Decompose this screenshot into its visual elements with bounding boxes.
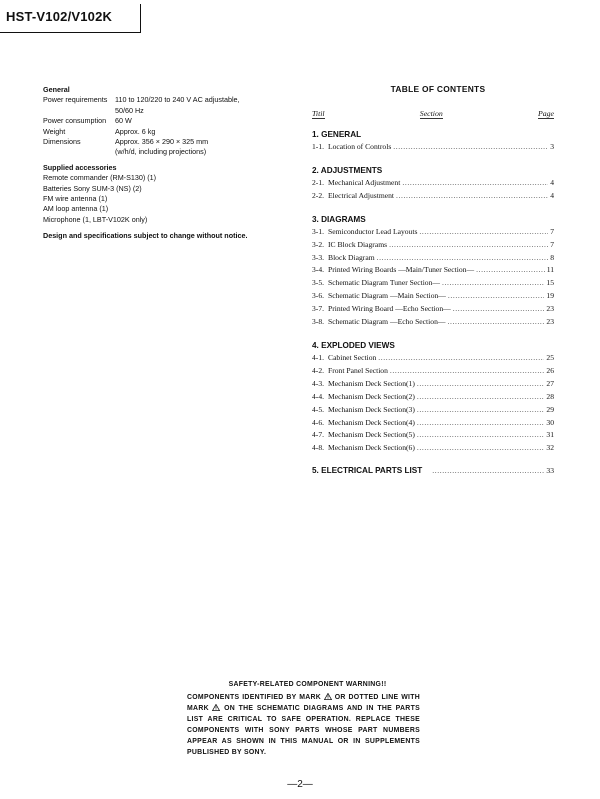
toc-section-title: 4. EXPLODED VIEWS — [312, 340, 395, 350]
toc-entry-page: 23 — [546, 304, 554, 314]
table-of-contents — [312, 84, 554, 475]
toc-entry-text: Printed Wiring Boards —Main/Tuner Section— — [328, 265, 475, 275]
toc-leader-dots — [396, 190, 548, 203]
toc-leader-dots — [417, 417, 545, 430]
spec-value: Approx. 356 × 290 × 325 mm — [115, 137, 209, 147]
toc-entry-page: 4 — [550, 177, 554, 187]
toc-entry-number: 3-1. — [312, 226, 325, 236]
specifications — [43, 85, 293, 242]
toc-column-headers — [312, 109, 554, 119]
safety-warning-title: SAFETY-RELATED COMPONENT WARNING!! — [228, 681, 387, 688]
toc-entry-page: 7 — [550, 226, 554, 236]
toc-entry-number: 4-1. — [312, 352, 325, 362]
toc-entry-page: 8 — [550, 252, 554, 262]
toc-entry-number: 3-6. — [312, 291, 325, 301]
toc-entry-text: Electrical Adjustment — [328, 190, 395, 200]
toc-entry[interactable] — [312, 277, 554, 290]
toc-entry[interactable] — [312, 378, 554, 391]
toc-entry-number: 3-2. — [312, 239, 325, 249]
toc-entry-page: 15 — [546, 278, 554, 288]
toc-leader-dots — [442, 277, 544, 290]
toc-title: TABLE OF CONTENTS — [390, 84, 486, 94]
toc-entry[interactable] — [312, 404, 554, 417]
spec-value: 110 to 120/220 to 240 V AC adjustable, — [115, 95, 240, 105]
toc-entry-page: 32 — [546, 443, 554, 453]
toc-entry-text: Mechanism Deck Section(4) — [328, 417, 415, 427]
toc-entry-text: Schematic Diagram —Echo Section— — [328, 317, 446, 327]
toc-entry-page: 11 — [546, 265, 554, 275]
toc-entry-text: Mechanism Deck Section(2) — [328, 391, 415, 401]
toc-entry-page: 30 — [546, 417, 554, 427]
toc-col-section: Section — [419, 109, 443, 118]
toc-entry-page: 25 — [546, 352, 554, 362]
toc-leader-dots — [393, 141, 548, 154]
toc-entry-page: 28 — [546, 391, 554, 401]
page-number: —2— — [287, 779, 313, 790]
toc-final-section-title: 5. ELECTRICAL PARTS LIST — [312, 466, 423, 476]
toc-entry[interactable] — [312, 264, 554, 277]
toc-entry-text: Schematic Diagram —Main Section— — [328, 291, 446, 301]
spec-value: Approx. 6 kg — [115, 126, 156, 136]
toc-leader-dots — [419, 226, 548, 239]
warning-triangle-icon — [324, 693, 332, 700]
safety-warning-body — [187, 692, 420, 758]
toc-entry-page: 31 — [546, 430, 554, 440]
spec-label: Power consumption — [43, 116, 107, 126]
spec-row — [43, 95, 293, 105]
accessory-item: Microphone (1, LBT-V102K only) — [43, 214, 148, 224]
warning-triangle-icon — [212, 704, 220, 711]
safety-text-1: COMPONENTS IDENTIFIED BY MARK — [187, 694, 322, 701]
toc-leader-dots — [402, 177, 548, 190]
toc-leader-dots — [448, 290, 545, 303]
toc-entry-page: 27 — [546, 378, 554, 388]
toc-col-page: Page — [537, 109, 554, 118]
spec-label: Weight — [43, 126, 66, 136]
spec-label — [43, 106, 115, 116]
toc-entry-page: 4 — [550, 190, 554, 200]
safety-text-2: OR DOTTED LINE WITH MARK — [187, 694, 421, 712]
toc-entry-number: 2-1. — [312, 177, 325, 187]
toc-entry-number: 2-2. — [312, 190, 325, 200]
toc-entry[interactable] — [312, 190, 554, 203]
toc-entry[interactable] — [312, 226, 554, 239]
toc-entry-text: Mechanism Deck Section(3) — [328, 404, 415, 414]
toc-entry[interactable] — [312, 442, 554, 455]
spec-row — [43, 137, 293, 147]
toc-entry-text: Mechanism Deck Section(1) — [328, 378, 415, 388]
toc-entry[interactable] — [312, 303, 554, 316]
toc-entry[interactable] — [312, 141, 554, 154]
toc-entry-page: 3 — [550, 142, 554, 151]
dimensions-note: (w/h/d, including projections) — [115, 147, 207, 157]
toc-entry-number: 4-8. — [312, 443, 325, 453]
toc-entry-page: 19 — [546, 291, 554, 301]
safety-warning — [187, 679, 420, 758]
spec-row — [43, 106, 293, 116]
toc-entry-text: Semiconductor Lead Layouts — [328, 226, 418, 236]
toc-entry-number: 4-7. — [312, 430, 325, 440]
toc-leader-dots — [417, 404, 545, 417]
general-heading: General — [43, 85, 70, 94]
spec-label: Power requirements — [43, 95, 108, 105]
toc-entry[interactable] — [312, 177, 554, 190]
toc-entry-text: Location of Controls — [328, 142, 392, 151]
accessory-item: FM wire antenna (1) — [43, 194, 108, 204]
toc-section-title: 3. DIAGRAMS — [312, 214, 366, 224]
toc-entry-number: 4-5. — [312, 404, 325, 414]
toc-entry[interactable] — [312, 252, 554, 265]
spec-value: 50/60 Hz — [115, 105, 144, 115]
header-divider-vertical — [140, 4, 141, 32]
toc-section-title: 1. GENERAL — [312, 130, 362, 139]
toc-entry[interactable] — [312, 290, 554, 303]
toc-leader-dots — [447, 316, 544, 329]
toc-leader-dots — [453, 303, 545, 316]
model-title: HST-V102/V102K — [6, 9, 113, 24]
toc-entry-number: 4-4. — [312, 391, 325, 401]
toc-entry[interactable] — [312, 365, 554, 378]
toc-entry[interactable] — [312, 239, 554, 252]
spec-row — [43, 116, 293, 126]
toc-leader-dots — [390, 365, 545, 378]
header-divider-horizontal — [0, 32, 141, 33]
toc-leader-dots — [417, 391, 545, 404]
spec-row — [43, 127, 293, 137]
toc-final-section-page: 33 — [546, 466, 554, 476]
toc-entry-number: 3-4. — [312, 265, 325, 275]
toc-final-section[interactable] — [312, 466, 554, 475]
toc-entry-text: Schematic Diagram Tuner Section— — [328, 278, 440, 288]
toc-entry-text: Printed Wiring Board —Echo Section— — [328, 304, 451, 314]
toc-entry-number: 4-3. — [312, 378, 325, 388]
accessory-item: Batteries Sony SUM-3 (NS) (2) — [43, 183, 142, 193]
toc-leader-dots — [417, 429, 545, 442]
toc-entry-page: 29 — [546, 404, 554, 414]
toc-entry-number: 4-2. — [312, 365, 325, 375]
toc-entry-page: 23 — [546, 317, 554, 327]
toc-entry-text: Cabinet Section — [328, 352, 377, 362]
toc-entry-number: 3-7. — [312, 304, 325, 314]
toc-entry-number: 1-1. — [312, 142, 325, 151]
toc-leader-dots — [378, 352, 544, 365]
toc-entry-page: 26 — [546, 365, 554, 375]
toc-entry-text: IC Block Diagrams — [328, 239, 388, 249]
accessory-item: AM loop antenna (1) — [43, 204, 109, 214]
toc-entry-text: Mechanical Adjustment — [328, 177, 401, 187]
toc-entry-number: 3-5. — [312, 278, 325, 288]
toc-entry-text: Mechanism Deck Section(5) — [328, 430, 415, 440]
toc-leader-dots — [389, 239, 548, 252]
toc-entry-number: 4-6. — [312, 417, 325, 427]
toc-entry[interactable] — [312, 429, 554, 442]
toc-entry-page: 7 — [550, 239, 554, 249]
toc-leader-dots — [377, 252, 549, 265]
toc-entry-text: Mechanism Deck Section(6) — [328, 443, 415, 453]
toc-leader-dots — [476, 264, 545, 277]
toc-entry[interactable] — [312, 352, 554, 365]
toc-col-title: Titil — [312, 109, 325, 118]
toc-entry-text: Block Diagram — [328, 252, 375, 262]
toc-entry[interactable] — [312, 316, 554, 329]
toc-entry[interactable] — [312, 417, 554, 430]
spec-value: 60 W — [115, 116, 132, 126]
toc-section-title: 2. ADJUSTMENTS — [312, 165, 383, 175]
toc-leader-dots — [432, 466, 544, 475]
toc-leader-dots — [417, 442, 545, 455]
specifications-note: Design and specifications subject to change without notice. — [43, 231, 248, 241]
safety-text-3: ON THE SCHEMATIC DIAGRAMS AND IN THE PARTS LIST ARE CRITICAL TO SAFE OPERATION. REPLACE THESE COMPONENTS WITH SONY PARTS WHOSE PART NUMBERS APPEAR AS SHOWN IN THIS MANUAL OR IN SUPPLEMENTS PUBLISHED BY SONY. — [187, 705, 420, 756]
toc-entry-number: 3-3. — [312, 252, 325, 262]
accessory-item: Remote commander (RM-S130) (1) — [43, 173, 157, 183]
toc-entry-number: 3-8. — [312, 317, 325, 327]
toc-leader-dots — [417, 378, 545, 391]
spec-label: Dimensions — [43, 137, 81, 147]
toc-entry[interactable] — [312, 391, 554, 404]
accessories-heading: Supplied accessories — [43, 162, 117, 172]
toc-entry-text: Front Panel Section — [328, 365, 388, 375]
